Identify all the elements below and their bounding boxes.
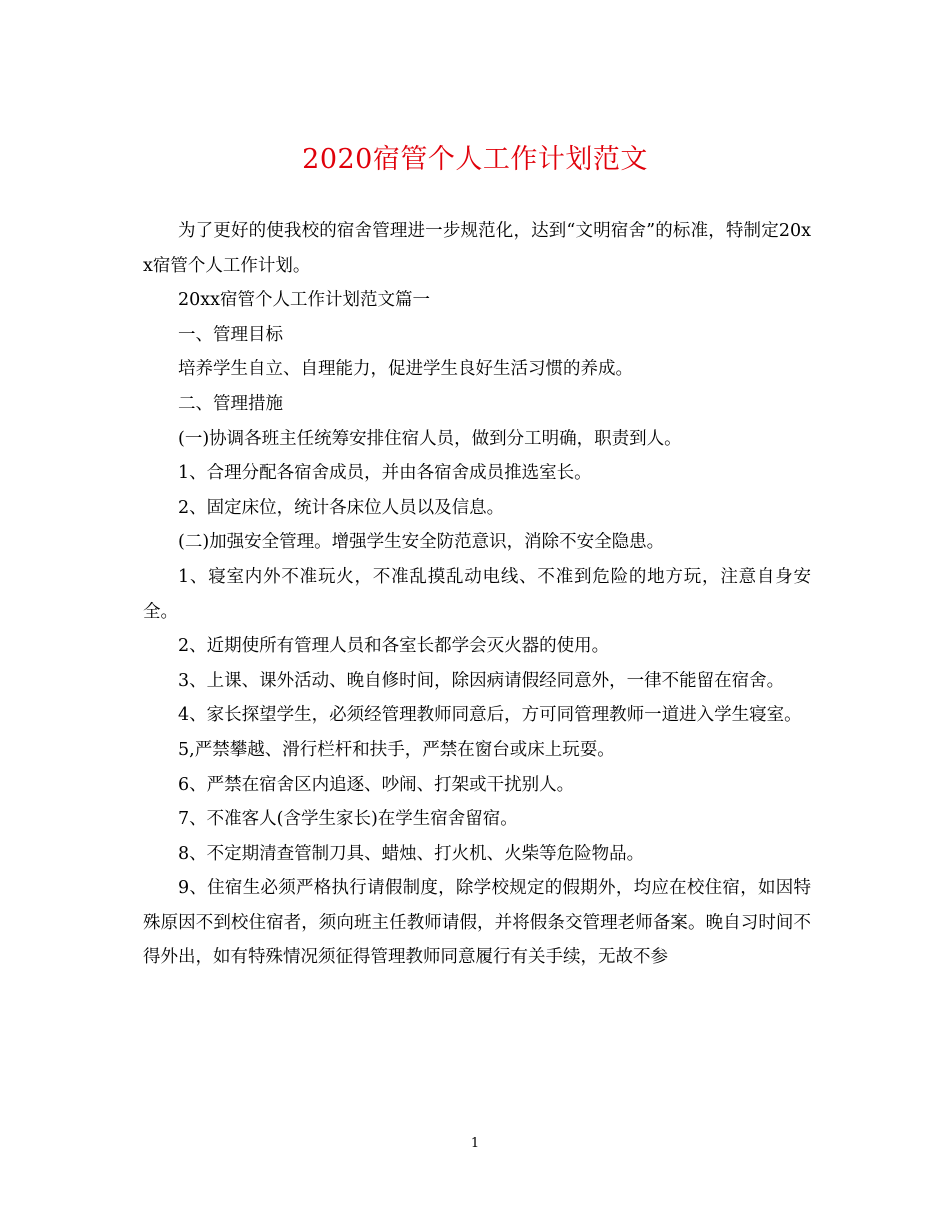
paragraph-measure-1-item-2: 2、固定床位，统计各床位人员以及信息。: [178, 497, 505, 518]
document-title: 2020宿管个人工作计划范文: [302, 144, 648, 175]
document-body: [143, 214, 811, 975]
paragraph-safety-item-7: 7、不准客人(含学生家长)在学生宿舍留宿。: [178, 809, 518, 830]
paragraph-safety-item-8: 8、不定期清查管制刀具、蜡烛、打火机、火柴等危险物品。: [178, 843, 645, 864]
paragraph-safety-item-4: 4、家长探望学生，必须经管理教师同意后，方可同管理教师一道进入学生寝室。: [178, 705, 802, 726]
paragraph-safety-item-3: 3、上课、课外活动、晚自修时间，除因病请假经同意外，一律不能留在宿舍。: [178, 670, 785, 691]
paragraph-measure-1: (一)协调各班主任统筹安排住宿人员，做到分工明确，职责到人。: [178, 428, 682, 449]
paragraph-safety-item-6: 6、严禁在宿舍区内追逐、吵闹、打架或干扰别人。: [178, 774, 575, 795]
paragraph-measures-heading: 二、管理措施: [178, 393, 283, 414]
page-number: 1: [470, 1136, 480, 1151]
paragraph-goal-heading: 一、管理目标: [178, 324, 283, 345]
paragraph-safety-item-9: 9、住宿生必须严格执行请假制度，除学校规定的假期外，均应在校住宿，如因特殊原因不到校住宿者，须向班主任教师请假，并将假条交管理老师备案。晚自习时间不得外出，如有特殊情况须征得管理教师同意履行有关手续，无故不参: [143, 878, 811, 968]
paragraph-goal-text: 培养学生自立、自理能力，促进学生良好生活习惯的养成。: [178, 359, 633, 380]
paragraph-safety-item-1: 1、寝室内外不准玩火，不准乱摸乱动电线、不准到危险的地方玩，注意自身安全。: [143, 566, 811, 622]
paragraph-safety-item-5: 5,严禁攀越、滑行栏杆和扶手，严禁在窗台或床上玩耍。: [178, 739, 615, 760]
paragraph-intro: 为了更好的使我校的宿舍管理进一步规范化，达到“文明宿舍”的标准，特制定20xx宿管个人工作计划。: [143, 221, 811, 276]
paragraph-measure-1-item-1: 1、合理分配各宿舍成员，并由各宿舍成员推选室长。: [178, 463, 592, 484]
paragraph-safety-item-2: 2、近期使所有管理人员和各室长都学会灭火器的使用。: [178, 636, 610, 657]
paragraph-section-heading: 20xx宿管个人工作计划范文篇一: [178, 290, 431, 311]
paragraph-measure-2: (二)加强安全管理。增强学生安全防范意识，消除不安全隐患。: [178, 532, 665, 553]
